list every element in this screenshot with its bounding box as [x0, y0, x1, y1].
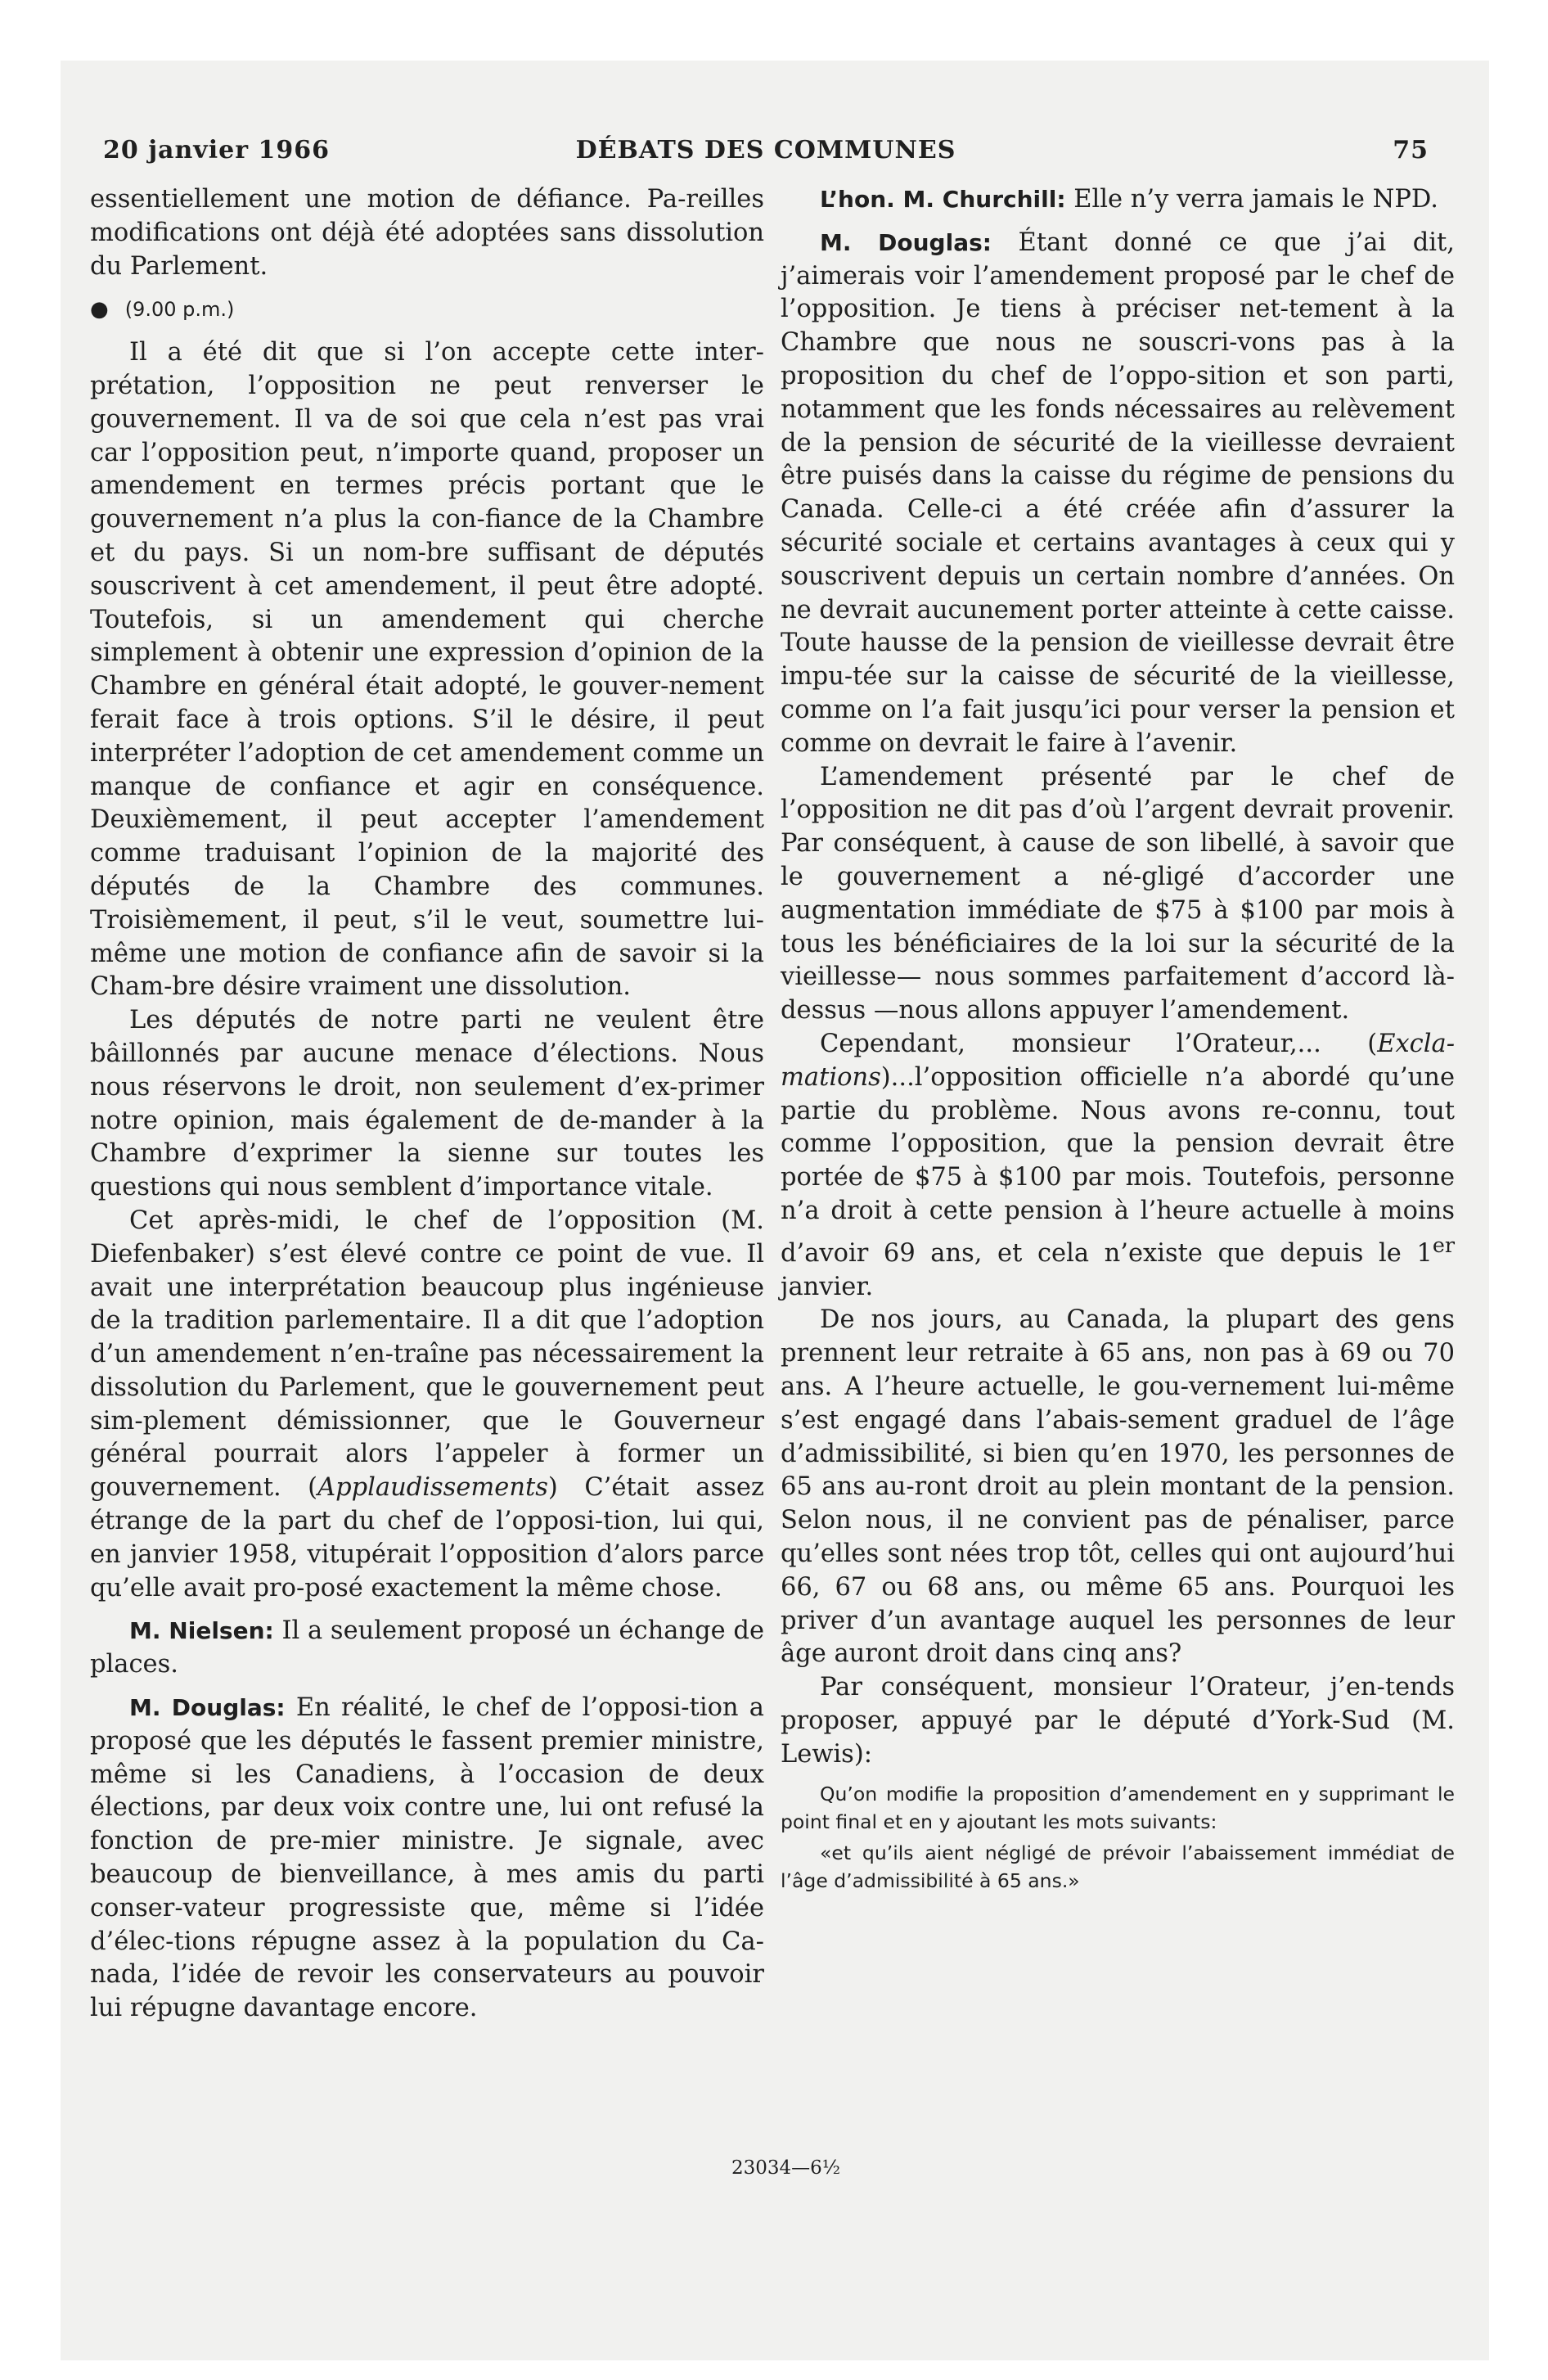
speech-text: Elle n’y verra jamais le NPD. [1065, 185, 1438, 214]
header-date: 20 janvier 1966 [103, 136, 330, 165]
paragraph-text: janvier. [781, 1272, 874, 1301]
header-title: DÉBATS DES COMMUNES [575, 136, 956, 165]
superscript: er [1432, 1232, 1455, 1257]
printer-code: 23034—6½ [731, 2157, 841, 2179]
paragraph-text: Cependant, monsieur l’Orateur,... ( [820, 1029, 1378, 1058]
paragraph: essentiellement une motion de défiance. Pa-reilles modifications ont déjà été adoptées sans dissolution du Parlement. [90, 185, 764, 281]
speech-text: En réalité, le chef de l’opposi-tion a proposé que les députés le fassent premier ministre, même si les Canadiens, à l’occasion de deux élections, par deux voix contre une, lui ont refusé la fonction de pre-mier ministre. Je signale, avec beaucoup de bienveillance, à mes amis du parti conser-vateur progressiste que, même si l’idée d’élec-tions répugne assez à la population du Ca-nada, l’idée de revoir les conservateurs au pouvoir lui répugne davantage encore. [90, 1693, 764, 2023]
page-number: 75 [1393, 136, 1429, 165]
right-column [781, 183, 1455, 1895]
speaker-name: L’hon. M. Churchill: [820, 186, 1066, 213]
running-head [103, 136, 1429, 175]
speech-text: Il a seulement proposé un échange de places. [90, 1616, 764, 1679]
paragraph: Par conséquent, monsieur l’Orateur, j’en-tends proposer, appuyé par le député d’York-Sud (M. Lewis): [781, 1673, 1455, 1769]
paragraph: Les députés de notre parti ne veulent être bâillonnés par aucune menace d’élections. Nous nous réservons le droit, non seulement d’ex-primer notre opinion, mais également de de-mander à la Chambre d’exprimer la sienne sur toutes les questions qui nous semblent d’importance vitale. [90, 1006, 764, 1202]
left-column [90, 183, 764, 2026]
italic-aside: Excla-mations [781, 1029, 1455, 1092]
paragraph-text: Cet après-midi, le chef de l’opposition (M. Diefenbaker) s’est élevé contre ce point de vue. Il avait une interprétation beaucoup plus ingénieuse de la tradition parlementaire. Il a dit que l’adoption d’un amendement n’en-traîne pas nécessairement la dissolution du Parlement, que le gouvernement peut sim-plement démissionner, que le Gouverneur général pourrait alors l’appeler à former un gouvernement. ( [90, 1206, 764, 1503]
paragraph: Il a été dit que si l’on accepte cette inter-prétation, l’opposition ne peut renverser le gouvernement. Il va de soi que cela n’est pas vrai car l’opposition peut, n’importe quand, proposer un amendement en termes précis portant que le gouvernement n’a plus la con-fiance de la Chambre et du pays. Si un nom-bre suffisant de députés souscrivent à cet amendement, il peut être adopté. Toutefois, si un amendement qui cherche simplement à obtenir une expression d’opinion de la Chambre en général était adopté, le gouver-nement ferait face à trois options. S’il le désire, il peut interpréter l’adoption de cet amendement comme un manque de confiance et agir en conséquence. Deuxièmement, il peut accepter l’amendement comme traduisant l’opinion de la majorité des députés de la Chambre des communes. Troisièmement, il peut, s’il le veut, soumettre lui-même une motion de confiance afin de savoir si la Cham-bre désire vraiment une dissolution. [90, 338, 764, 1002]
speaker-paragraph [781, 183, 1455, 217]
paragraph-text: ) C’était assez étrange de la part du chef de l’opposi-tion, lui qui, en janvier 1958, vitupérait l’opposition d’alors parce qu’elle avait pro-posé exactement la même chose. [90, 1473, 764, 1602]
paragraph: L’amendement présenté par le chef de l’opposition ne dit pas d’où l’argent devrait provenir. Par conséquent, à cause de son libellé, à savoir que le gouvernement a né-gligé d’accorder une augmentation immédiate de $75 à $100 par mois à tous les bénéficiaires de la loi sur la sécurité de la vieillesse— nous sommes parfaitement d’accord là-dessus —nous allons appuyer l’amendement. [781, 762, 1455, 1025]
bullet-icon: ● [90, 297, 109, 322]
speaker-paragraph [90, 1692, 764, 2026]
motion-quote: «et qu’ils aient négligé de prévoir l’abaissement immédiat de l’âge d’admissibilité à 65 ans.» [781, 1841, 1455, 1892]
speaker-name: M. Douglas: [129, 1694, 286, 1722]
time-marker-text: (9.00 p.m.) [124, 298, 235, 322]
time-marker [90, 293, 764, 327]
paragraph: De nos jours, au Canada, la plupart des gens prennent leur retraite à 65 ans, non pas à 69 ou 70 ans. A l’heure actuelle, le gou-vernement lui-même s’est engagé dans l’abais-sement graduel de l’âge d’admissibilité, si bien qu’en 1970, les personnes de 65 ans au-ront droit au plein montant de la pension. Selon nous, il ne convient pas de pénaliser, parce qu’elles sont nées trop tôt, celles qui ont aujourd’hui 66, 67 ou 68 ans, ou même 65 ans. Pourquoi les priver d’un avantage auquel les personnes de leur âge auront droit dans cinq ans? [781, 1305, 1455, 1669]
speaker-paragraph [781, 227, 1455, 761]
paragraph [90, 1205, 764, 1606]
paragraph-text: )...l’opposition officielle n’a abordé qu’une partie du problème. Nous avons re-connu, tout comme l’opposition, que la pension devrait être portée de $75 à $100 par mois. Toutefois, personne n’a droit à cette pension à l’heure actuelle à moins d’avoir 69 ans, et cela n’existe que depuis le 1 [781, 1062, 1455, 1268]
scanned-page [61, 61, 1489, 2360]
paragraph [781, 1028, 1455, 1305]
speaker-name: M. Douglas: [820, 228, 992, 256]
speaker-paragraph [90, 1615, 764, 1682]
speaker-name: M. Nielsen: [129, 1617, 274, 1645]
motion-text: Qu’on modifie la proposition d’amendement en y supprimant le point final et en y ajoutant les mots suivants: [781, 1782, 1455, 1833]
speech-text: Étant donné ce que j’ai dit, j’aimerais voir l’amendement proposé par le chef de l’opposition. Je tiens à préciser net-tement à la Chambre que nous ne souscri-vons pas à la proposition du chef de l’oppo-sition et son parti, notamment que les fonds nécessaires au relèvement de la pension de sécurité de la vieillesse devraient être puisés dans la caisse du régime de pensions du Canada. Celle-ci a été créée afin d’assurer la sécurité sociale et certains avantages à ceux qui y souscrivent depuis un certain nombre d’années. On ne devrait aucunement porter atteinte à cette caisse. Toute hausse de la pension de vieillesse devrait être impu-tée sur la caisse de sécurité de la vieillesse, comme on l’a fait jusqu’ici pour verser la pension et comme on devrait le faire à l’avenir. [781, 228, 1456, 758]
italic-aside: Applaudissements [317, 1473, 548, 1503]
